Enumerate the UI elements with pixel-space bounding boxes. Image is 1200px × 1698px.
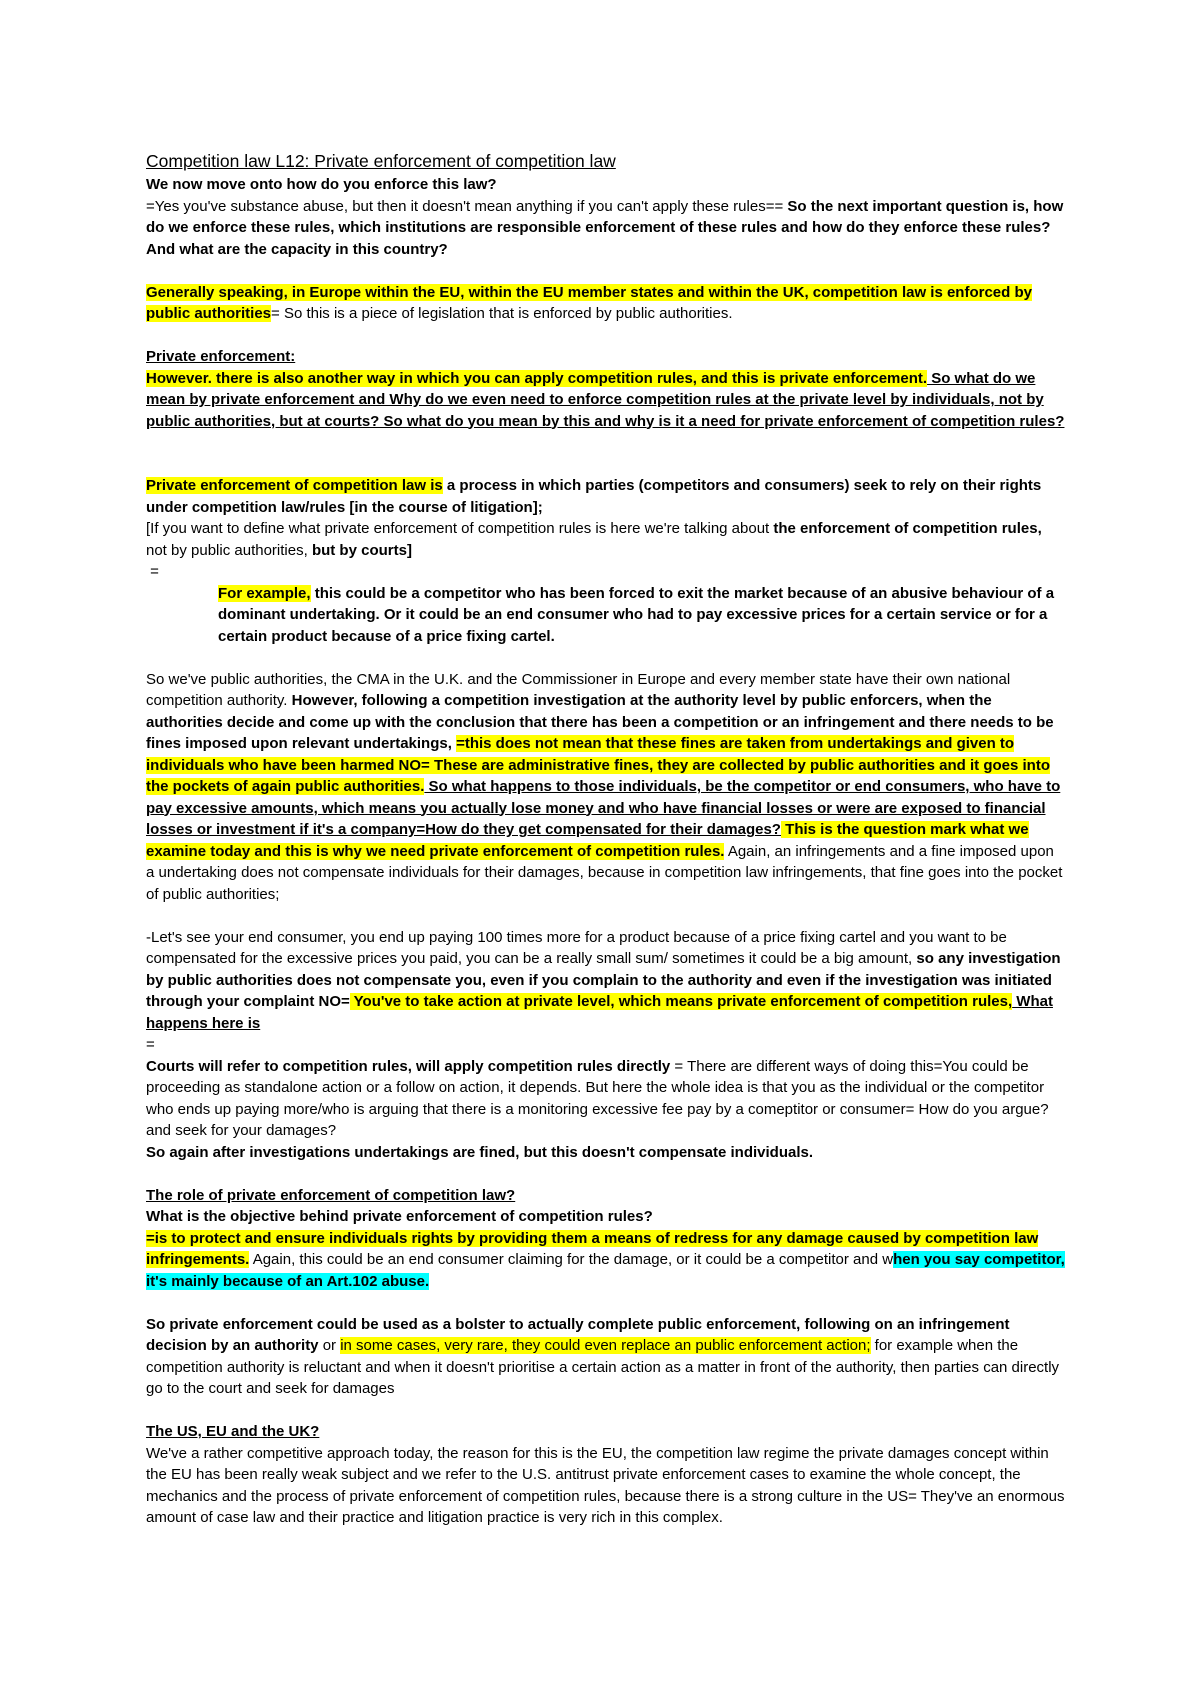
paragraph-definition-note (146, 518, 1066, 561)
paragraph-public-authorities-fines (146, 669, 1066, 906)
document-title: Competition law L12: Private enforcement of competition law (146, 151, 616, 171)
text-run-bold: the enforcement of competition rules, (773, 520, 1042, 537)
text-run-bold: so any investigation by public authorities does not compensate you, even if you complain to the authority and even if the investigation was initiated through your complaint NO= (146, 950, 1061, 1010)
paragraph-end-consumer (146, 927, 1066, 1035)
text-run-bold: this could be a competitor who has been forced to exit the market because of an abusive behaviour of a dominant undertaking. Or it could be an end consumer who had to pay excessive prices for a certain service or for a certain product because of a price fixing cartel. (218, 584, 1055, 645)
text-run-bold: However, following a competition investigation at the authority level by public enforcers, when the authorities decide and come up with the conclusion that there has been a competition or an infringement and there needs to be fines imposed upon relevant undertakings, (146, 692, 1054, 752)
text-run: or (318, 1337, 341, 1354)
objective-question: What is the objective behind private enforcement of competition rules? (146, 1208, 653, 1225)
heading-us-eu-uk: The US, EU and the UK? (146, 1423, 320, 1440)
paragraph-bolster (146, 1314, 1066, 1400)
text-run-bold: but by courts] (311, 541, 412, 559)
highlighted-text: This is the question mark what we examine today and this is why we need private enforcement of competition rules. (146, 821, 1029, 860)
paragraph-courts (146, 1056, 1066, 1142)
document-page (146, 150, 1066, 1529)
text-run: = So this is a piece of legislation that is enforced by public authorities. (271, 305, 733, 322)
text-run-bold: Courts will refer to competition rules, will apply competition rules directly (146, 1057, 671, 1075)
highlighted-text: in some cases, very rare, they could even replace an public enforcement action; (340, 1337, 871, 1354)
highlighted-text: Private enforcement of competition law is (146, 477, 443, 494)
heading-private-enforcement: Private enforcement: (146, 348, 296, 365)
text-run-bold: So private enforcement could be used as a bolster to actually complete public enforcement, following on an infringement decision by an authority (146, 1315, 1010, 1354)
text-run: -Let's see your end consumer, you end up paying 100 times more for a product because of a price fixing cartel and you want to be compensated for the excessive prices you paid, you can be a really small sum/ sometimes it could be a big amount, (146, 928, 1007, 967)
text-run: Again, an infringements and a fine imposed upon a undertaking does not compensate individuals for their damages, because in competition law infringements, that fine goes into the pocket of public authorities; (146, 842, 1063, 903)
text-run: = There are different ways of doing this=You could be proceeding as standalone action or a follow on action, it depends. But here the whole idea is that you as the individual or the competitor who ends up paying more/who is arguing that there is a monitoring excessive fee pay by a comeptitor or consumer= How do you argue? and seek for your damages? (146, 1057, 1049, 1139)
text-run-bold: So the next important question is, how do we enforce these rules, which institutions are responsible enforcement of these rules and how do they enforce these rules? And what are the capacity in this country? (146, 197, 1064, 258)
equals-line: = (146, 563, 159, 580)
cyan-highlighted-text: hen you say competitor, it's mainly because of an Art.102 abuse. (146, 1251, 1065, 1290)
highlighted-text: =this does not mean that these fines are taken from undertakings and given to individuals who have been harmed NO= These are administrative fines, they are collected by public authorities and it goes into the pockets of again public authorities. (146, 735, 1050, 795)
underlined-text: What happens here is (146, 993, 1053, 1032)
paragraph-public-authorities (146, 282, 1066, 325)
paragraph-summary: So again after investigations undertakings are fined, but this doesn't compensate individuals. (146, 1143, 814, 1161)
paragraph-enforce-question (146, 196, 1066, 261)
text-run: Again, this could be an end consumer claiming for the damage, or it could be a competitor and w (249, 1251, 894, 1268)
paragraph-us-eu-uk: We've a rather competitive approach today, the reason for this is the EU, the competition law regime the private damages concept within the EU has been really weak subject and we refer to the U.S. antitrust private enforcement cases to examine the whole concept, the mechanics and the process of private enforcement of competition rules, because there is a strong culture in the US= They've an enormous amount of case law and their practice and litigation practice is very rich in this complex. (146, 1444, 1065, 1526)
highlighted-text: For example, (218, 584, 311, 602)
highlighted-text: You've to take action at private level, which means private enforcement of competition rules, (349, 993, 1013, 1010)
highlighted-text: Generally speaking, in Europe within the EU, within the EU member states and within the UK, competition law is enforced by public authorities (146, 283, 1032, 322)
text-run-bold: a process in which parties (competitors and consumers) seek to rely on their rights under competition law/rules [in the course of litigation]; (146, 477, 1042, 516)
highlighted-text: =is to protect and ensure individuals rights by providing them a means of redress for any damage caused by competition law infringements. (146, 1229, 1039, 1268)
text-run: =Yes you've substance abuse, but then it doesn't mean anything if you can't apply these rules== (146, 197, 788, 215)
text-run: So we've public authorities, the CMA in the U.K. and the Commissioner in Europe and every member state have their own national competition authority. (146, 670, 1011, 709)
underlined-question: So what happens to those individuals, be the competitor or end consumers, who have to pay excessive amounts, which means you actually lose money and who have financial losses or were are exposed to financial losses or investment if it's a company=How do they get compensated for their damages? (146, 778, 1061, 838)
highlighted-text: However. there is also another way in which you can apply competition rules, and this is private enforcement. (146, 369, 928, 387)
equals-line: = (146, 1036, 155, 1053)
underlined-question: So what do we mean by private enforcement and Why do we even need to enforce competition rules at the private level by individuals, not by public authorities, but at courts? So what do you mean by this and why is it a need for private enforcement of competition rules? (146, 369, 1065, 430)
paragraph-definition (146, 475, 1066, 518)
text-run: for example when the competition authority is reluctant and when it doesn't prioritise a certain action as a matter in front of the authority, then parties can directly go to the court and seek for damages (146, 1337, 1060, 1397)
heading-role: The role of private enforcement of competition law? (146, 1186, 516, 1204)
paragraph-private-enforcement (146, 368, 1066, 433)
intro-question: We now move onto how do you enforce this law? (146, 176, 497, 193)
text-run: [If you want to define what private enforcement of competition rules is here we're talking about (146, 520, 774, 537)
paragraph-objective (146, 1228, 1066, 1293)
paragraph-example (218, 583, 1066, 648)
text-run: not by public authorities, (146, 541, 312, 559)
